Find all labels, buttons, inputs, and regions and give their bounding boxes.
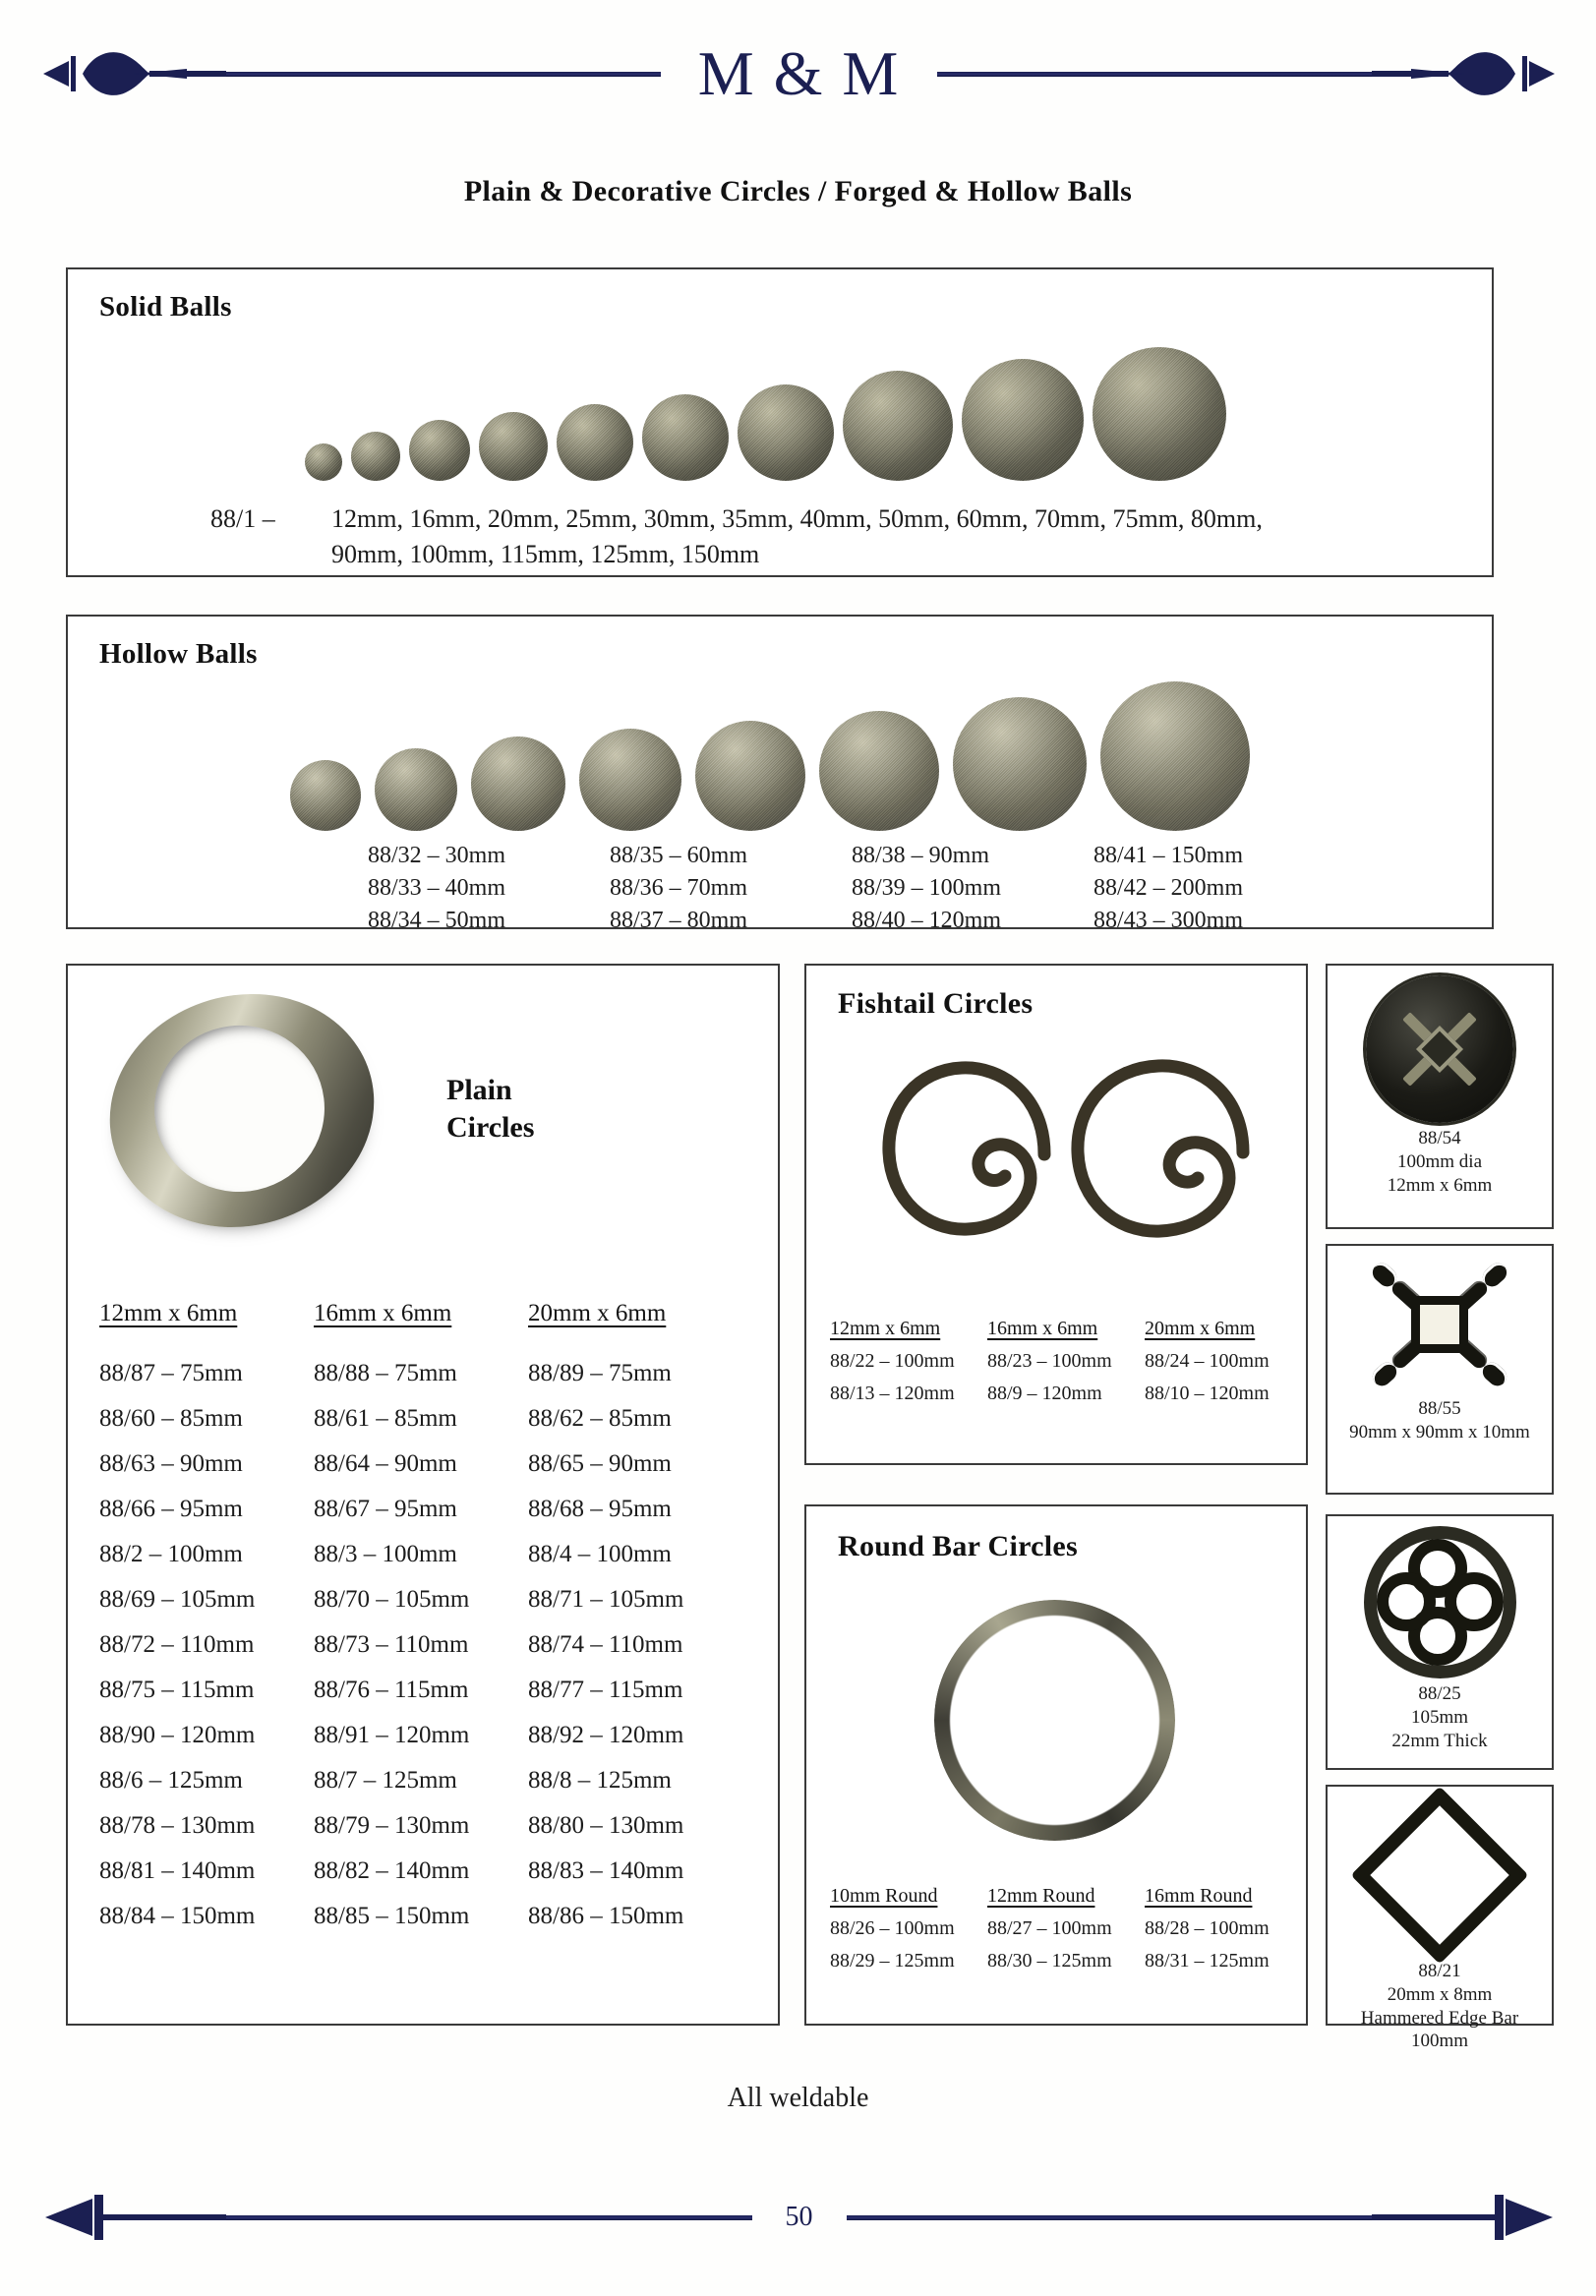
footer-arrow-left-icon [39, 2183, 226, 2252]
fishtail-circles-title: Fishtail Circles [838, 987, 1034, 1020]
plain-circles-cell: 88/2 – 100mm [99, 1541, 243, 1567]
plain-circles-cell: 88/84 – 150mm [99, 1903, 256, 1929]
plain-circles-cell: 88/92 – 120mm [528, 1722, 684, 1748]
side-item-caption-line: 100mm dia [1396, 1150, 1483, 1172]
hollow-balls-spec-table [368, 840, 1335, 937]
fishtail-column-header: 12mm x 6mm [830, 1318, 941, 1339]
header-ornament-bar [39, 33, 1559, 114]
side-item-caption-line: 88/55 [1418, 1398, 1461, 1419]
plain-circles-cell: 88/4 – 100mm [528, 1541, 672, 1567]
plain-circles-cell: 88/71 – 105mm [528, 1586, 684, 1613]
side-item-caption-line: 88/25 [1418, 1683, 1461, 1704]
footer-arrow-right-icon [1372, 2183, 1559, 2252]
all-weldable-note: All weldable [727, 2083, 869, 2113]
side-item-88-54 [1326, 964, 1554, 1229]
side-item-caption-line: 100mm [1410, 2031, 1469, 2052]
ball-8 [843, 371, 953, 481]
plain-circles-cell: 88/6 – 125mm [99, 1767, 243, 1794]
plain-circles-cell: 88/91 – 120mm [314, 1722, 470, 1748]
header-rule-right [937, 72, 1372, 77]
hollow-ball-spec: 88/34 – 50mm [368, 908, 506, 934]
side-item-88-54-caption [1328, 1127, 1552, 1197]
round-bar-cell: 88/26 – 100mm [830, 1917, 955, 1939]
side-item-caption-line: 88/54 [1418, 1128, 1461, 1148]
side-item-caption-line: Hammered Edge Bar [1360, 2007, 1519, 2029]
ball-1 [290, 760, 361, 831]
ball-3 [409, 420, 470, 481]
hollow-ball-spec: 88/40 – 120mm [852, 908, 1002, 934]
ball-4 [479, 412, 548, 481]
footer-ornament-bar [39, 2183, 1559, 2252]
side-item-88-55 [1326, 1244, 1554, 1495]
side-item-88-25-caption [1328, 1682, 1552, 1752]
ball-3 [471, 736, 565, 831]
fishtail-cell: 88/9 – 120mm [987, 1383, 1102, 1404]
plain-circles-column-header: 20mm x 6mm [528, 1300, 667, 1326]
plain-circles-cell: 88/63 – 90mm [99, 1450, 243, 1477]
ball-9 [962, 359, 1084, 481]
ball-2 [351, 432, 400, 481]
ball-6 [819, 711, 939, 831]
solid-balls-sizes [331, 501, 1263, 572]
plain-circles-cell: 88/3 – 100mm [314, 1541, 457, 1567]
plain-circles-cell: 88/85 – 150mm [314, 1903, 470, 1929]
ball-7 [953, 697, 1087, 831]
brand-logo: M & M [697, 38, 901, 108]
plain-circles-cell: 88/65 – 90mm [528, 1450, 672, 1477]
round-bar-cell: 88/31 – 125mm [1145, 1950, 1270, 1972]
footer-rule-right [847, 2215, 1373, 2220]
ball-6 [642, 394, 729, 481]
diamond-square-icon [1350, 1786, 1528, 1964]
plain-circles-title-line2: Circles [446, 1111, 535, 1145]
round-bar-cell: 88/30 – 125mm [987, 1950, 1112, 1972]
side-item-caption-line: 20mm x 8mm [1387, 1983, 1493, 2005]
plain-circles-cell: 88/60 – 85mm [99, 1405, 243, 1432]
solid-balls-title: Solid Balls [99, 291, 232, 323]
plain-circles-cell: 88/76 – 115mm [314, 1677, 469, 1703]
hollow-ball-spec: 88/41 – 150mm [1094, 843, 1244, 868]
plain-circles-cell: 88/81 – 140mm [99, 1857, 256, 1884]
plain-circles-column-header: 12mm x 6mm [99, 1300, 238, 1326]
plain-circles-cell: 88/83 – 140mm [528, 1857, 684, 1884]
plain-circles-cell: 88/72 – 110mm [99, 1631, 255, 1658]
side-item-caption-line: 12mm x 6mm [1387, 1174, 1493, 1196]
plain-circles-cell: 88/75 – 115mm [99, 1677, 255, 1703]
fishtail-cell: 88/22 – 100mm [830, 1350, 955, 1372]
hollow-ball-spec: 88/33 – 40mm [368, 875, 506, 902]
hollow-ball-spec: 88/42 – 200mm [1094, 875, 1244, 902]
hollow-ball-spec: 88/37 – 80mm [610, 908, 748, 934]
plain-circles-cell: 88/80 – 130mm [528, 1812, 684, 1839]
side-item-88-55-caption [1328, 1397, 1552, 1444]
round-bar-cell: 88/27 – 100mm [987, 1917, 1112, 1939]
round-bar-circles-section [804, 1504, 1308, 2026]
hollow-ball-spec: 88/39 – 100mm [852, 875, 1002, 902]
round-bar-column-header: 10mm Round [830, 1885, 938, 1907]
quatrefoil-circle-icon [1364, 1526, 1516, 1678]
plain-circles-cell: 88/62 – 85mm [528, 1405, 672, 1432]
plain-circles-cell: 88/8 – 125mm [528, 1767, 672, 1794]
plain-circles-cell: 88/73 – 110mm [314, 1631, 469, 1658]
plain-circles-cell: 88/86 – 150mm [528, 1903, 684, 1929]
solid-balls-sizes-line2: 90mm, 100mm, 115mm, 125mm, 150mm [331, 539, 760, 568]
side-item-88-21-caption [1328, 1960, 1552, 2053]
solid-balls-code: 88/1 – [210, 504, 275, 533]
round-bar-column-header: 12mm Round [987, 1885, 1095, 1907]
solid-balls-sizes-line1: 12mm, 16mm, 20mm, 25mm, 30mm, 35mm, 40mm, 50mm, 60mm, 70mm, 75mm, 80mm, [331, 504, 1263, 533]
header-rule-left [226, 72, 661, 77]
ball-1 [305, 443, 342, 481]
fishtail-cell: 88/10 – 120mm [1145, 1383, 1270, 1404]
side-item-caption-line: 22mm Thick [1391, 1730, 1488, 1751]
rosette-disc-icon [1366, 975, 1513, 1123]
plain-circles-section [66, 964, 780, 2026]
fishtail-cell: 88/23 – 100mm [987, 1350, 1112, 1372]
forged-cross-icon [1366, 1256, 1513, 1393]
page-number: 50 [785, 2202, 813, 2232]
fishtail-column-header: 20mm x 6mm [1145, 1318, 1256, 1339]
plain-circles-cell: 88/79 – 130mm [314, 1812, 470, 1839]
plain-circles-cell: 88/82 – 140mm [314, 1857, 470, 1884]
fishtail-circles-spec-table [830, 1318, 1307, 1416]
plain-circles-cell: 88/64 – 90mm [314, 1450, 457, 1477]
fishtail-cell: 88/13 – 120mm [830, 1383, 955, 1404]
round-bar-column-header: 16mm Round [1145, 1885, 1253, 1907]
fishtail-cell: 88/24 – 100mm [1145, 1350, 1270, 1372]
round-bar-cell: 88/29 – 125mm [830, 1950, 955, 1972]
plain-circles-cell: 88/67 – 95mm [314, 1496, 457, 1522]
hollow-balls-image-row [68, 664, 1492, 831]
plain-circles-cell: 88/78 – 130mm [99, 1812, 256, 1839]
plain-circles-cell: 88/70 – 105mm [314, 1586, 470, 1613]
plain-circles-cell: 88/90 – 120mm [99, 1722, 256, 1748]
ball-4 [579, 729, 681, 831]
plain-circles-cell: 88/61 – 85mm [314, 1405, 457, 1432]
hollow-ball-spec: 88/36 – 70mm [610, 875, 748, 902]
plain-circles-cell: 88/88 – 75mm [314, 1360, 457, 1386]
plain-circles-cell: 88/7 – 125mm [314, 1767, 457, 1794]
arrow-ornament-left-icon [39, 39, 226, 108]
plain-circles-cell: 88/68 – 95mm [528, 1496, 672, 1522]
plain-circles-cell: 88/69 – 105mm [99, 1586, 256, 1613]
plain-circles-cell: 88/66 – 95mm [99, 1496, 243, 1522]
hollow-ball-spec: 88/35 – 60mm [610, 843, 748, 868]
ball-5 [557, 404, 633, 481]
fishtail-column-header: 16mm x 6mm [987, 1318, 1098, 1339]
plain-circles-column-header: 16mm x 6mm [314, 1300, 452, 1326]
side-item-88-25 [1326, 1514, 1554, 1770]
side-item-88-21 [1326, 1785, 1554, 2052]
round-bar-ring-photo-icon [934, 1600, 1175, 1841]
side-item-caption-line: 88/21 [1418, 1961, 1461, 1981]
side-item-caption-line: 105mm [1410, 1706, 1469, 1728]
ball-7 [738, 384, 834, 481]
ball-5 [695, 721, 805, 831]
ball-10 [1093, 347, 1226, 481]
hollow-balls-title: Hollow Balls [99, 638, 258, 670]
page-title: Plain & Decorative Circles / Forged & Hollow Balls [463, 175, 1133, 207]
hollow-ball-spec: 88/38 – 90mm [852, 843, 990, 868]
plain-circles-cell: 88/87 – 75mm [99, 1360, 243, 1386]
ball-2 [375, 748, 457, 831]
plain-circles-cell: 88/89 – 75mm [528, 1360, 672, 1386]
ball-8 [1100, 681, 1250, 831]
round-bar-circles-spec-table [830, 1885, 1307, 1983]
footer-rule-left [226, 2215, 752, 2220]
round-bar-cell: 88/28 – 100mm [1145, 1917, 1270, 1939]
hollow-ball-spec: 88/43 – 300mm [1094, 908, 1244, 934]
fishtail-circles-section [804, 964, 1308, 1465]
plain-circle-ring-photo-icon [109, 995, 375, 1226]
solid-balls-section [66, 267, 1494, 577]
hollow-ball-spec: 88/32 – 30mm [368, 843, 506, 868]
plain-circles-title [446, 1072, 534, 1148]
plain-circles-cell: 88/74 – 110mm [528, 1631, 683, 1658]
plain-circles-title-line1: Plain [446, 1074, 512, 1106]
plain-circles-cell: 88/77 – 115mm [528, 1677, 683, 1703]
solid-balls-image-row [68, 319, 1492, 481]
round-bar-circles-title: Round Bar Circles [838, 1530, 1079, 1562]
side-item-caption-line: 90mm x 90mm x 10mm [1349, 1421, 1530, 1442]
plain-circles-spec-table [99, 1300, 748, 1949]
fishtail-scroll-photo-icon [857, 1044, 1261, 1256]
hollow-balls-section [66, 615, 1494, 934]
arrow-ornament-right-icon [1372, 39, 1559, 108]
